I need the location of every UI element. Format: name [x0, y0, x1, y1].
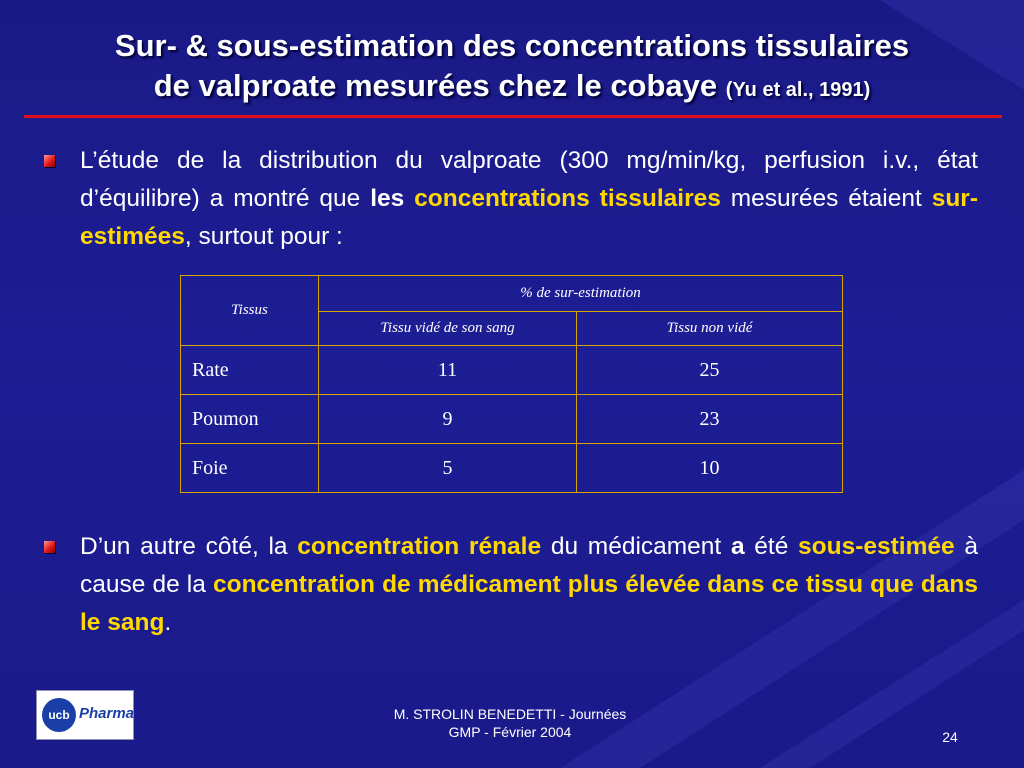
- bullet-2: [44, 528, 978, 642]
- value-non-vide: 10: [577, 444, 843, 493]
- bullet-2-part: été: [744, 533, 799, 560]
- footer-author: [340, 705, 680, 741]
- header-tissu-vide: Tissu vidé de son sang: [319, 312, 577, 346]
- bullet-1-part: mesurées étaient: [720, 185, 932, 212]
- bullet-1-bold: les: [370, 185, 405, 212]
- title-line-2-text: de valproate mesurées chez le cobaye: [153, 68, 718, 103]
- bullet-square-icon: [44, 155, 55, 167]
- bullet-1: [44, 142, 978, 256]
- bullet-2-part: D’un autre côté, la: [80, 533, 298, 560]
- logo-pharma-text: Pharma: [79, 705, 135, 722]
- bullet-2-part: du médicament: [541, 533, 731, 560]
- ucb-pharma-logo: [36, 690, 134, 740]
- value-non-vide: 25: [577, 346, 843, 395]
- table-row: [181, 395, 843, 444]
- highlight-sur-estimees: sur-estimées: [80, 185, 978, 250]
- tissue-name: Poumon: [181, 395, 319, 444]
- bullet-1-space: [404, 185, 414, 212]
- value-vide: 5: [319, 444, 577, 493]
- header-tissu-non-vide: Tissu non vidé: [577, 312, 843, 346]
- bullet-2-part: à cause de la: [80, 533, 978, 598]
- highlight-concentration-medicament: concentration de médicament plus élevée dans ce tissu que dans le sang: [80, 571, 979, 636]
- bullet-2-text: [80, 528, 978, 642]
- tissue-name: Rate: [181, 346, 319, 395]
- value-non-vide: 23: [577, 395, 843, 444]
- bullet-1-text: [80, 142, 978, 256]
- footer-line-2: GMP - Février 2004: [448, 724, 572, 740]
- title-citation: (Yu et al., 1991): [725, 79, 871, 101]
- highlight-concentration-renale: concentration rénale: [297, 533, 542, 560]
- highlight-concentrations-tissulaires: concentrations tissulaires: [414, 185, 721, 212]
- bullet-2-part: .: [164, 609, 172, 636]
- ucb-logo-mark: ucb: [42, 698, 76, 732]
- tissue-name: Foie: [181, 444, 319, 493]
- slide-title: [40, 26, 984, 110]
- title-divider: [24, 115, 1002, 118]
- value-vide: 9: [319, 395, 577, 444]
- bullet-1-part: , surtout pour :: [184, 223, 343, 250]
- table-row: [181, 346, 843, 395]
- bullet-1-part: L’étude de la distribution du valproate (300 mg/min/kg, perfusion i.v., état d’équilibre) a montré que: [80, 147, 978, 212]
- overestimation-table: [180, 275, 843, 493]
- bullet-square-icon: [44, 541, 55, 553]
- highlight-sous-estimee: sous-estimée: [798, 533, 955, 560]
- table-row: [181, 444, 843, 493]
- title-line-1: Sur- & sous-estimation des concentrations tissulaires: [114, 28, 910, 63]
- page-number: 24: [942, 729, 958, 745]
- title-line-2: [40, 66, 984, 110]
- header-tissus: Tissus: [181, 276, 319, 346]
- value-vide: 11: [319, 346, 577, 395]
- footer-line-1: M. STROLIN BENEDETTI - Journées: [393, 706, 627, 722]
- header-overestimation: % de sur-estimation: [319, 276, 843, 312]
- bullet-2-bold: a: [730, 533, 745, 560]
